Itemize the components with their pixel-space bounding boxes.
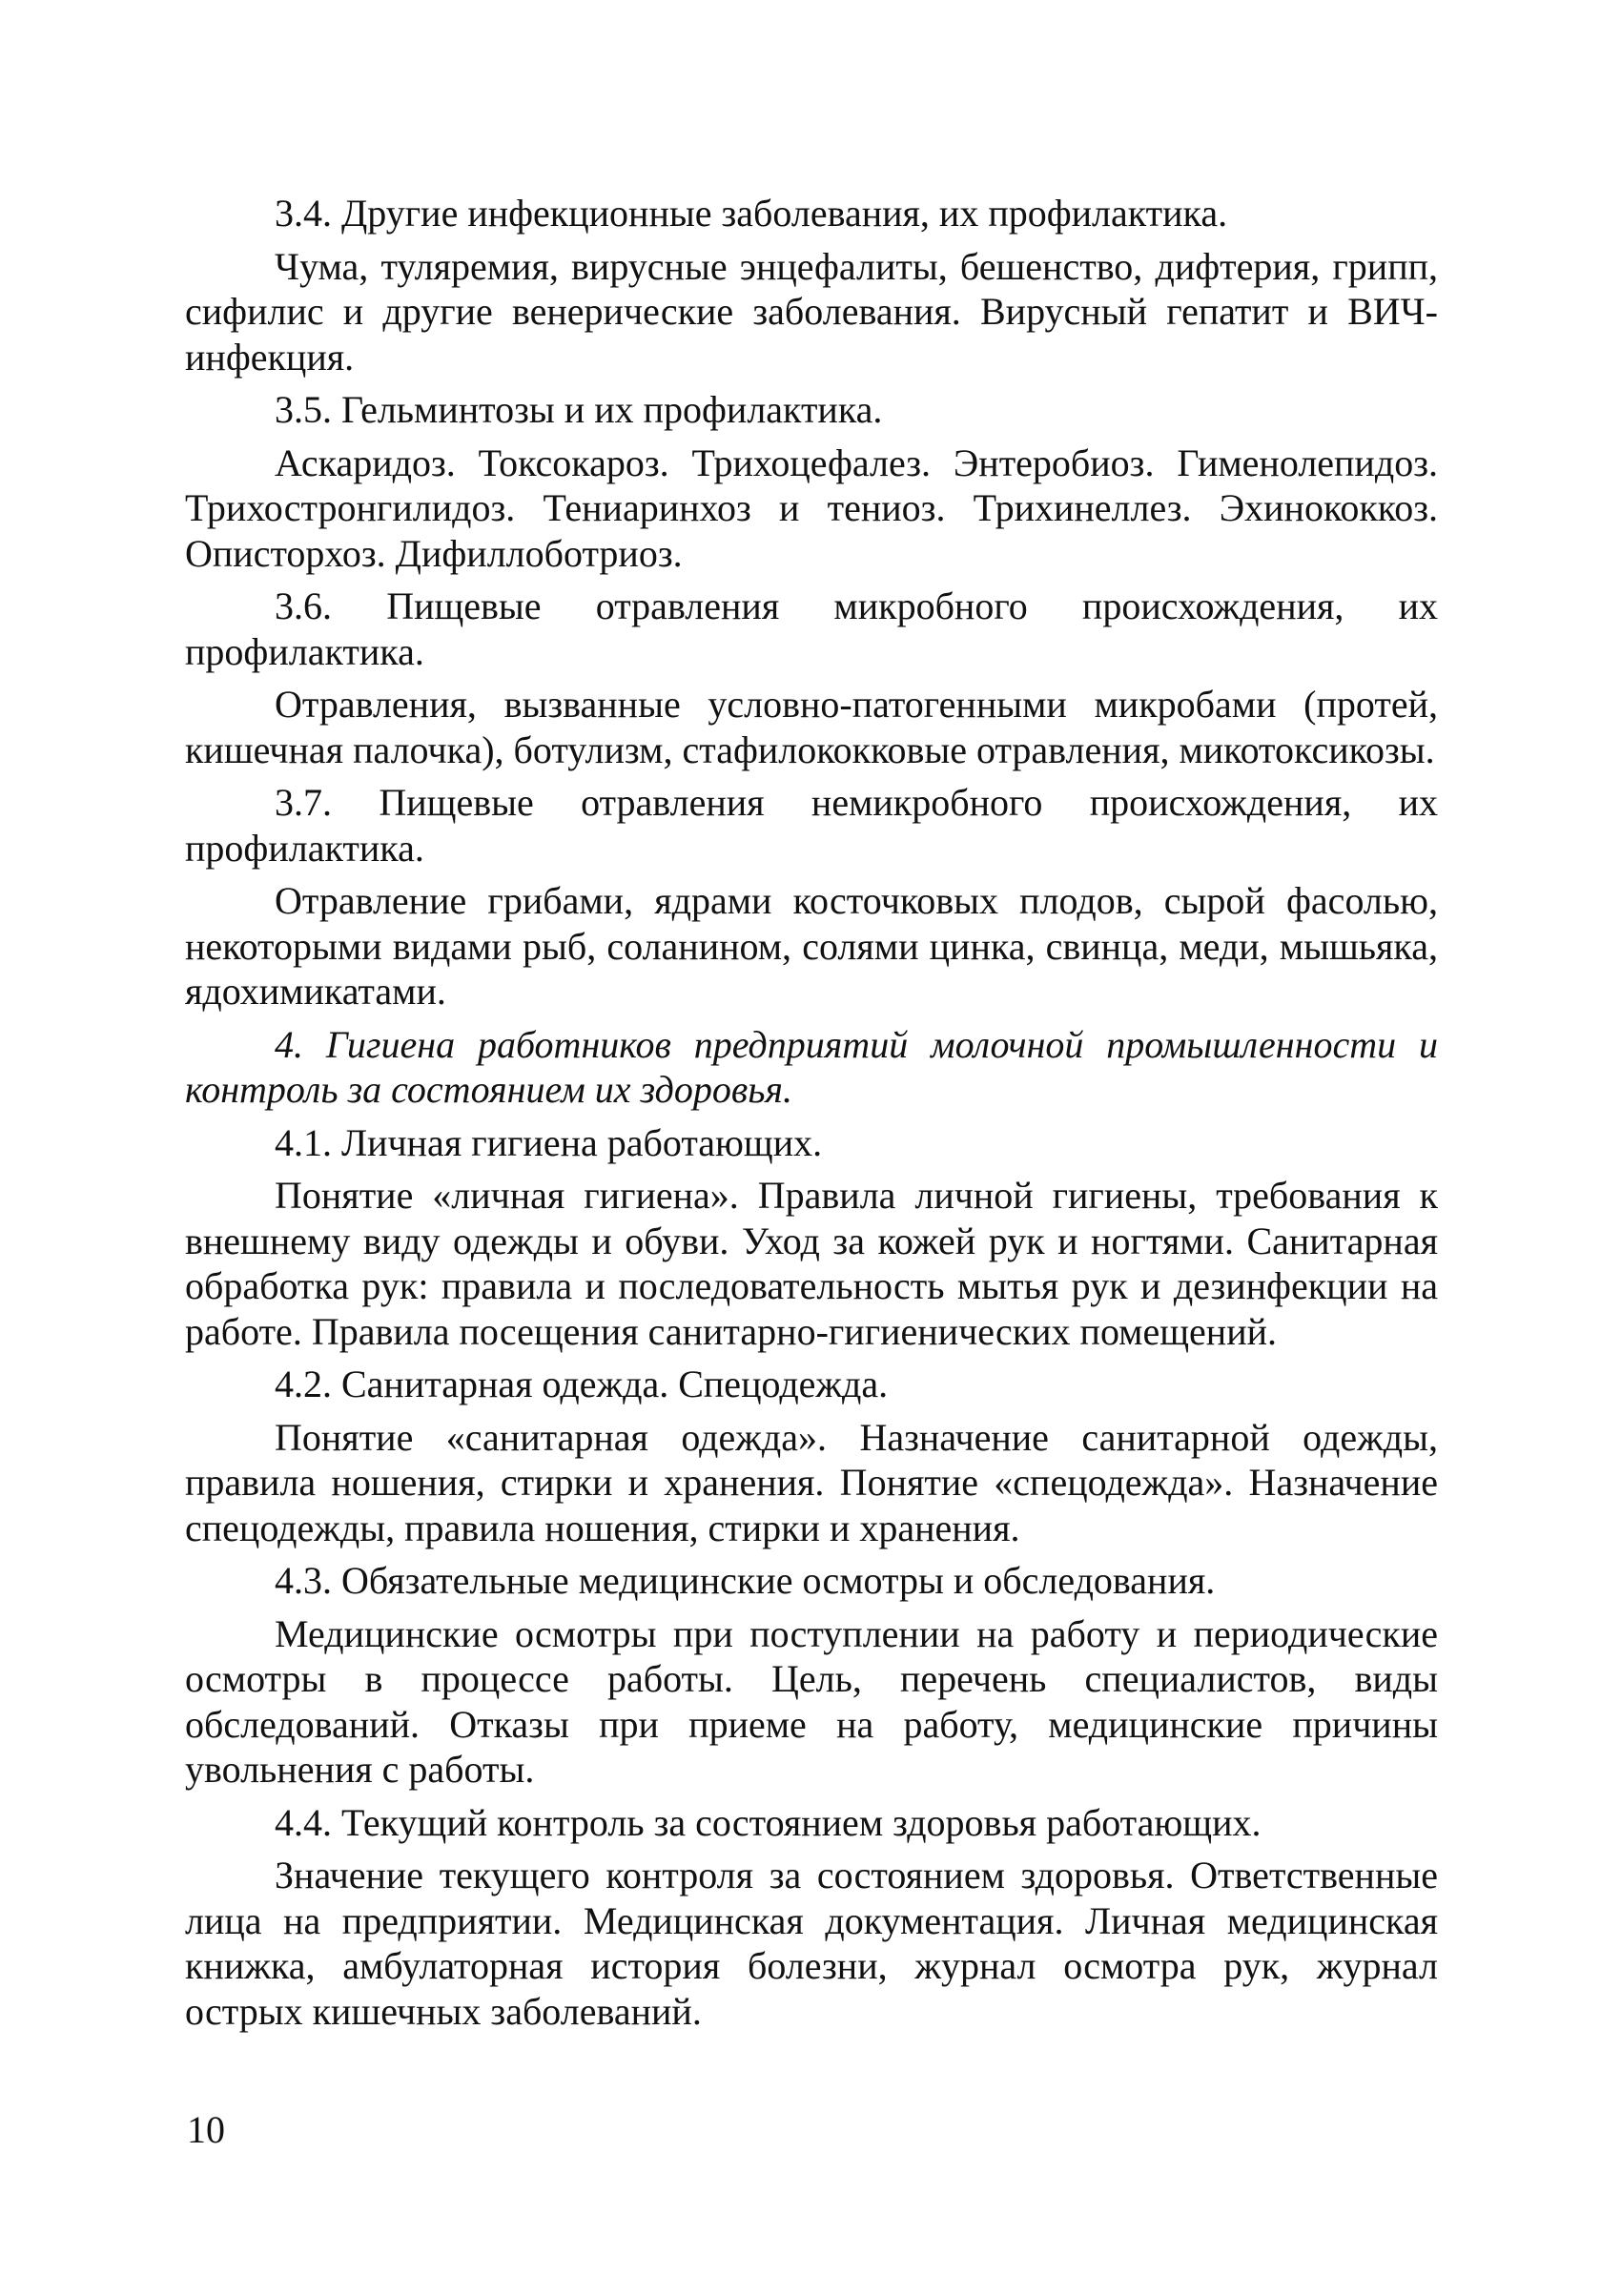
- paragraph-3-6-body: Отравления, вызванные условно-патогенными микробами (протей, кишечная палочка), ботулизм, стафилококковые отравления, микотоксикозы.: [185, 683, 1438, 771]
- page-number: 10: [187, 2108, 225, 2151]
- paragraph-3-5-body: Аскаридоз. Токсокароз. Трихоцефалез. Энтеробиоз. Гименолепидоз. Трихостронгилидоз. Тениаринхоз и тениоз. Трихинеллез. Эхинококкоз. Описторхоз. Дифиллоботриоз.: [185, 441, 1438, 575]
- section-heading-4-1: 4.1. Личная гигиена работающих.: [275, 1120, 823, 1164]
- chapter-heading-4: 4. Гигиена работников предприятий молочной промышленности и контроль за состоянием их здоровья.: [185, 1022, 1438, 1111]
- paragraph-3-7-body: Отравление грибами, ядрами косточковых плодов, сырой фасолью, некоторыми видами рыб, соланином, солями цинка, свинца, меди, мышьяка, ядохимикатами.: [185, 879, 1438, 1013]
- section-heading-3-4: 3.4. Другие инфекционные заболевания, их профилактика.: [275, 192, 1228, 235]
- paragraph-4-1-body: Понятие «личная гигиена». Правила личной гигиены, требования к внешнему виду одежды и обуви. Уход за кожей рук и ногтями. Санитарная обработка рук: правила и последовательность мытья рук и дезинфекции на работе. Правила посещения санитарно-гигиенических помещений.: [185, 1174, 1438, 1353]
- section-heading-3-6: 3.6. Пищевые отравления микробного происхождения, их профилактика.: [185, 584, 1438, 673]
- section-heading-3-5: 3.5. Гельминтозы и их профилактика.: [275, 388, 883, 431]
- section-heading-3-7: 3.7. Пищевые отравления немикробного происхождения, их профилактика.: [185, 781, 1438, 870]
- section-heading-4-2: 4.2. Санитарная одежда. Спецодежда.: [275, 1363, 889, 1405]
- paragraph-4-4-body: Значение текущего контроля за состоянием здоровья. Ответственные лица на предприятии. Медицинская документация. Личная медицинская книжка, амбулаторная история болезни, журнал осмотра рук, журнал острых кишечных заболеваний.: [185, 1854, 1438, 2033]
- paragraph-4-3-body: Медицинские осмотры при поступлении на работу и периодические осмотры в процессе работы. Цель, перечень специалистов, виды обследований. Отказы при приеме на работу, медицинские причины увольнения с работы.: [185, 1611, 1438, 1791]
- section-heading-4-4: 4.4. Текущий контроль за состоянием здоровья работающих.: [275, 1800, 1262, 1844]
- paragraph-3-4-body: Чума, туляремия, вирусные энцефалиты, бешенство, дифтерия, грипп, сифилис и другие венерические заболевания. Вирусный гепатит и ВИЧ-инфекция.: [185, 244, 1438, 379]
- paragraph-4-2-body: Понятие «санитарная одежда». Назначение санитарной одежды, правила ношения, стирки и хранения. Понятие «спецодежда». Назначение спецодежды, правила ношения, стирки и хранения.: [185, 1415, 1438, 1549]
- section-heading-4-3: 4.3. Обязательные медицинские осмотры и обследования.: [275, 1559, 1216, 1602]
- page-body: [185, 191, 1438, 2041]
